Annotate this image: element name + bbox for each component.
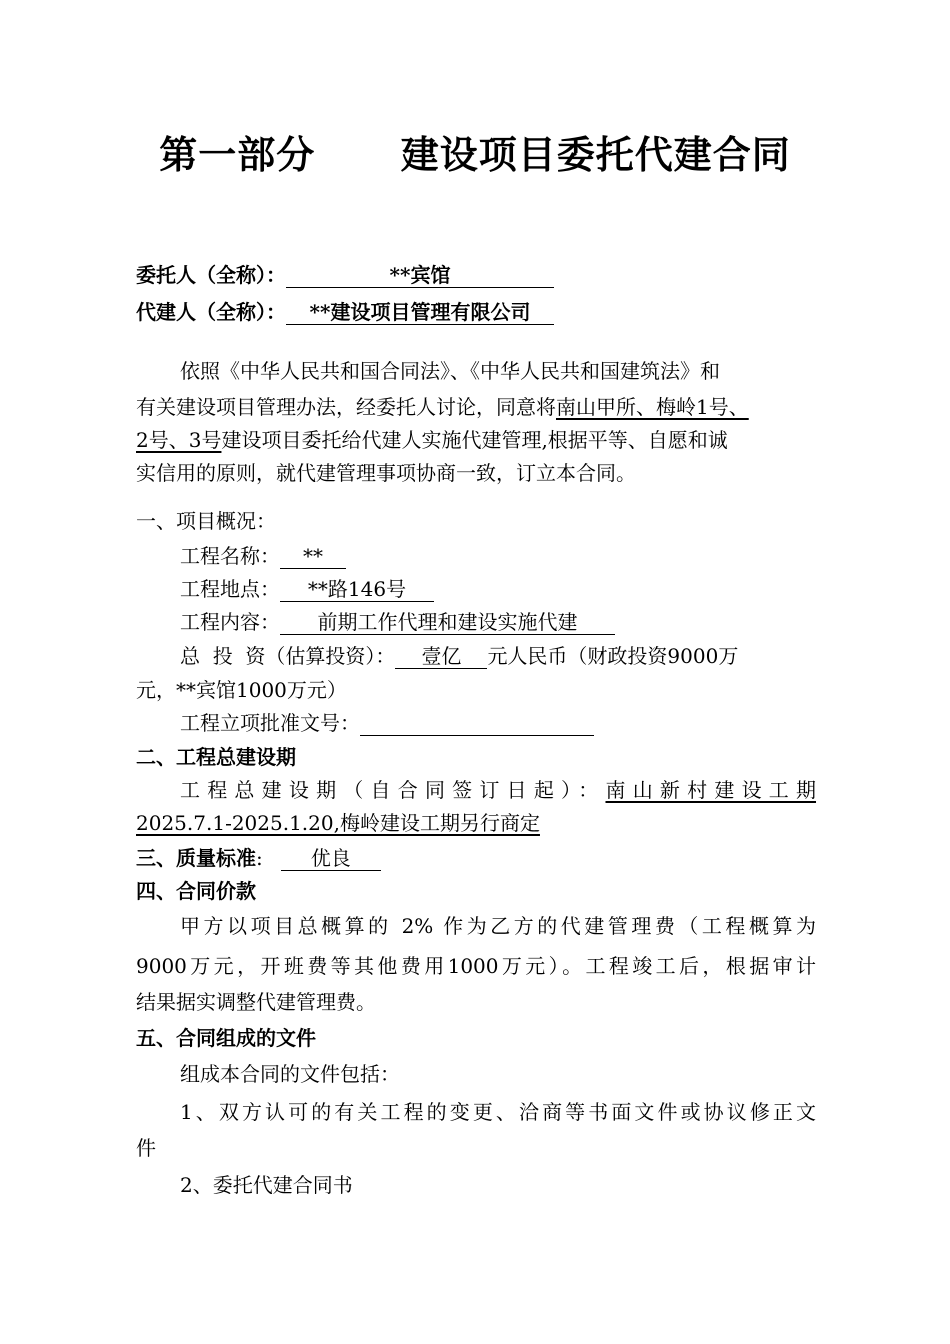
duration-line-1 xyxy=(180,777,816,803)
agent-value: **建设项目管理有限公司 xyxy=(286,300,554,325)
investment-rest: 元人民币（财政投资9000万 xyxy=(487,644,739,668)
section4-heading: 四、合同价款 xyxy=(136,879,256,903)
project-location-line xyxy=(180,576,434,602)
docs-item-1-cont: 件 xyxy=(136,1136,156,1160)
price-line-3: 结果据实调整代建管理费。 xyxy=(136,990,376,1014)
title-name: 建设项目委托代建合同 xyxy=(400,132,791,177)
approval-blank xyxy=(360,711,594,736)
intro-line-2 xyxy=(136,394,749,420)
client-value: **宾馆 xyxy=(286,263,554,288)
duration-value-2: 2025.7.1-2025.1.20,梅岭建设工期另行商定 xyxy=(136,811,540,835)
project-location-value: **路146号 xyxy=(280,577,434,602)
price-line-1: 甲方以项目总概算的 2% 作为乙方的代建管理费（工程概算为 xyxy=(180,914,816,938)
project-names-2: 2号、3号 xyxy=(136,428,222,452)
client-line xyxy=(136,262,554,288)
section3-line xyxy=(136,845,381,871)
intro-line-1: 依照《中华人民共和国合同法》、《中华人民共和国建筑法》和 xyxy=(180,359,720,383)
intro-line-4: 实信用的原则，就代建管理事项协商一致，订立本合同。 xyxy=(136,461,636,485)
docs-intro: 组成本合同的文件包括： xyxy=(180,1062,400,1086)
client-label: 委托人（全称）： xyxy=(136,263,286,287)
document-title xyxy=(0,124,950,179)
project-content-value: 前期工作代理和建设实施代建 xyxy=(280,610,615,635)
docs-item-2: 2、委托代建合同书 xyxy=(180,1173,353,1197)
investment-line xyxy=(180,643,738,669)
title-part: 第一部分 xyxy=(159,132,316,177)
investment-value: 壹亿 xyxy=(395,644,487,669)
section1-heading: 一、项目概况： xyxy=(136,509,276,533)
section3-heading: 三、质量标准 xyxy=(136,846,256,870)
project-names-1: 南山甲所、梅岭1号、 xyxy=(556,395,749,419)
project-name-label: 工程名称： xyxy=(180,544,280,568)
investment-label: 总 投 资（估算投资）： xyxy=(180,644,396,668)
project-content-line xyxy=(180,609,615,635)
section3-colon: : xyxy=(256,846,263,870)
project-location-label: 工程地点： xyxy=(180,577,280,601)
docs-item-1: 1、双方认可的有关工程的变更、洽商等书面文件或协议修正文 xyxy=(180,1100,816,1124)
agent-label: 代建人（全称）： xyxy=(136,300,286,324)
intro-line-3-b: 建设项目委托给代建人实施代建管理,根据平等、自愿和诚 xyxy=(221,428,728,452)
agent-line xyxy=(136,299,554,325)
project-name-value: ** xyxy=(280,544,346,569)
price-line-2: 9000万元，开班费等其他费用1000万元）。工程竣工后，根据审计 xyxy=(136,954,816,978)
project-name-line xyxy=(180,543,346,569)
approval-line xyxy=(180,710,594,736)
duration-line-2 xyxy=(136,810,540,836)
section5-heading: 五、合同组成的文件 xyxy=(136,1026,316,1050)
intro-line-3 xyxy=(136,427,728,453)
approval-label: 工程立项批准文号： xyxy=(180,711,360,735)
duration-value-1: 南山新村建设工期 xyxy=(605,778,817,802)
project-content-label: 工程内容： xyxy=(180,610,280,634)
duration-label: 工程总建设期（自合同签订日起）： xyxy=(180,778,606,802)
intro-line-2-a: 有关建设项目管理办法，经委托人讨论，同意将 xyxy=(136,395,556,419)
investment-line-2: 元，**宾馆1000万元） xyxy=(136,678,347,702)
quality-value: 优良 xyxy=(281,846,381,871)
section2-heading: 二、工程总建设期 xyxy=(136,745,296,769)
